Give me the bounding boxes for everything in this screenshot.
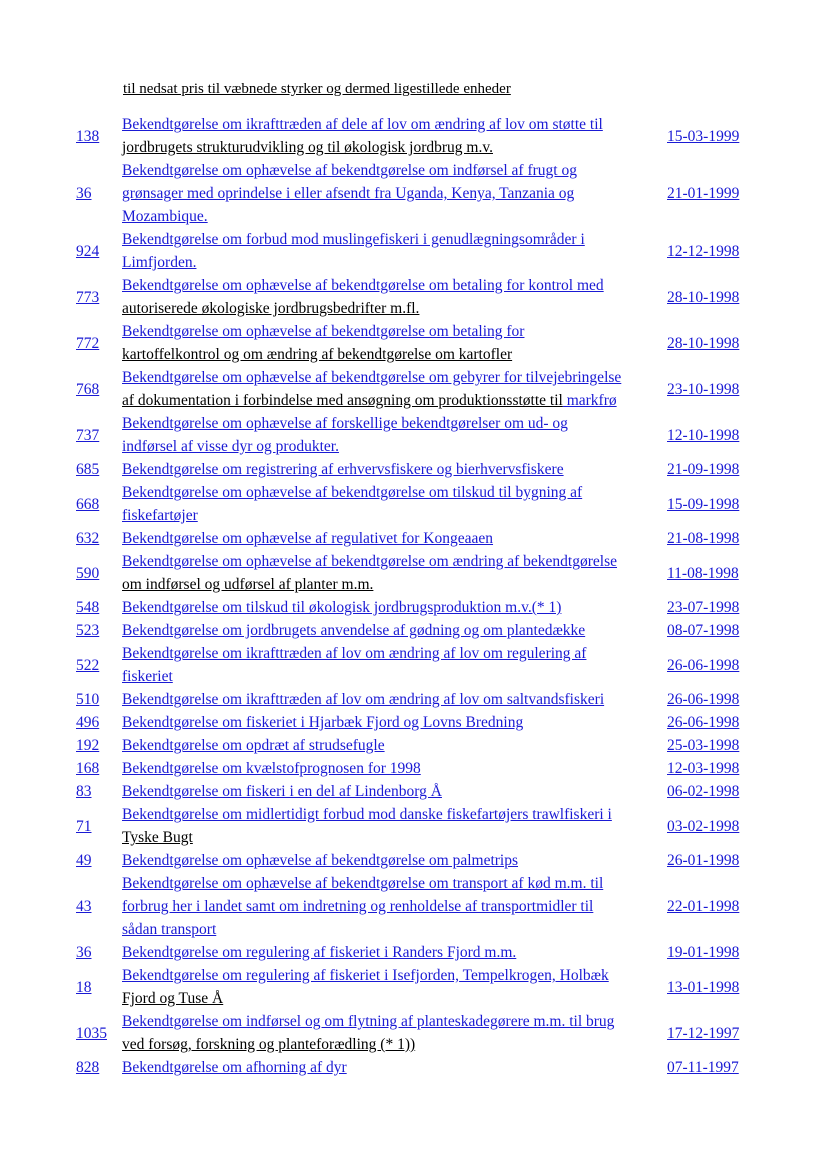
regulation-title-l1[interactable]: Bekendtgørelse om fiskeri i en del af Lindenborg Å bbox=[122, 783, 442, 800]
regulation-number-link[interactable]: 36 bbox=[76, 185, 92, 202]
regulation-title-l2: jordbrugets strukturudvikling og til økologisk jordbrug m.v. bbox=[122, 139, 493, 156]
regulation-date-link[interactable]: 11-08-1998 bbox=[667, 564, 739, 582]
table-row bbox=[76, 113, 749, 159]
regulation-title-l1[interactable]: Bekendtgørelse om tilskud til økologisk jordbrugsproduktion m.v.(* 1) bbox=[122, 599, 562, 616]
regulation-title-l2[interactable]: Limfjorden. bbox=[122, 254, 197, 271]
continuation-text: til nedsat pris til væbnede styrker og dermed ligestillede enheder bbox=[123, 81, 511, 97]
regulation-date-link[interactable]: 26-01-1998 bbox=[667, 852, 740, 869]
table-row bbox=[76, 642, 749, 688]
table-row bbox=[76, 688, 749, 711]
regulation-title-l1[interactable]: Bekendtgørelse om regulering af fiskeriet i Isefjorden, Tempelkrogen, Holbæk bbox=[122, 967, 609, 984]
regulation-date-link[interactable]: 13-01-1998 bbox=[667, 978, 740, 996]
regulation-number-link[interactable]: 737 bbox=[76, 426, 100, 444]
regulation-title-l1[interactable]: Bekendtgørelse om ophævelse af bekendtgørelse om betaling for bbox=[122, 323, 525, 340]
regulation-date-link[interactable]: 22-01-1998 bbox=[667, 898, 740, 915]
regulation-title-l1[interactable]: Bekendtgørelse om ikrafttræden af lov om ændring af lov om regulering af bbox=[122, 645, 587, 662]
table-row bbox=[76, 458, 749, 481]
regulation-date-link[interactable]: 12-12-1998 bbox=[667, 242, 740, 260]
regulation-title-l1[interactable]: Bekendtgørelse om opdræt af strudsefugle bbox=[122, 737, 385, 754]
regulation-date-link[interactable]: 07-11-1997 bbox=[667, 1059, 739, 1076]
regulation-date-link[interactable]: 25-03-1998 bbox=[667, 737, 740, 754]
regulation-title-l2: autoriserede økologiske jordbrugsbedrifter m.fl. bbox=[122, 300, 420, 317]
regulation-title-l1[interactable]: Bekendtgørelse om midlertidigt forbud mod danske fiskefartøjers trawlfiskeri i bbox=[122, 806, 612, 823]
regulation-number-link[interactable]: 632 bbox=[76, 530, 100, 547]
table-row bbox=[76, 619, 749, 642]
regulation-number-link[interactable]: 768 bbox=[76, 380, 100, 398]
regulation-number-link[interactable]: 43 bbox=[76, 898, 92, 915]
regulation-date-link[interactable]: 08-07-1998 bbox=[667, 622, 740, 639]
regulation-date-link[interactable]: 21-08-1998 bbox=[667, 530, 740, 547]
regulation-title-l2[interactable]: fiskefartøjer bbox=[122, 507, 198, 524]
regulation-number-link[interactable]: 36 bbox=[76, 944, 92, 961]
regulation-date-link[interactable]: 12-10-1998 bbox=[667, 426, 740, 444]
regulation-title-l1[interactable]: Bekendtgørelse om ophævelse af bekendtgørelse om indførsel af frugt og bbox=[122, 162, 577, 179]
regulation-title-l1[interactable]: Bekendtgørelse om ophævelse af bekendtgørelse om betaling for kontrol med bbox=[122, 277, 604, 294]
regulation-title-l2: om indførsel og udførsel af planter m.m. bbox=[122, 576, 374, 593]
table-row bbox=[76, 734, 749, 757]
regulation-title-l2: kartoffelkontrol og om ændring af bekendtgørelse om kartofler bbox=[122, 346, 513, 363]
table-row bbox=[76, 550, 749, 596]
regulation-number-link[interactable]: 1035 bbox=[76, 1024, 107, 1042]
regulation-title-l1[interactable]: Bekendtgørelse om kvælstofprognosen for 1998 bbox=[122, 760, 421, 777]
regulation-title-l2: Tyske Bugt bbox=[122, 829, 193, 846]
regulation-date-link[interactable]: 21-09-1998 bbox=[667, 461, 740, 478]
regulation-number-link[interactable]: 83 bbox=[76, 783, 92, 800]
regulation-title-l1[interactable]: Bekendtgørelse om ophævelse af bekendtgørelse om ændring af bekendtgørelse bbox=[122, 553, 618, 570]
table-row bbox=[76, 849, 749, 872]
regulation-number-link[interactable]: 510 bbox=[76, 691, 100, 708]
regulation-title-l1[interactable]: Bekendtgørelse om ophævelse af forskellige bekendtgørelser om ud- og bbox=[122, 415, 568, 432]
regulation-title-l2: ved forsøg, forskning og planteforædling (* 1)) bbox=[122, 1036, 416, 1053]
regulation-number-link[interactable]: 18 bbox=[76, 978, 92, 996]
regulation-date-link[interactable]: 21-01-1999 bbox=[667, 185, 740, 202]
table-row bbox=[76, 320, 749, 366]
table-row bbox=[76, 596, 749, 619]
table-row bbox=[76, 274, 749, 320]
regulation-date-link[interactable]: 23-07-1998 bbox=[667, 599, 740, 616]
table-row bbox=[76, 366, 749, 412]
regulation-title-l1[interactable]: Bekendtgørelse om ophævelse af bekendtgørelse om tilskud til bygning af bbox=[122, 484, 583, 501]
table-row bbox=[76, 481, 749, 527]
regulation-number-link[interactable]: 772 bbox=[76, 334, 100, 352]
regulation-title-l2[interactable]: forbrug her i landet samt om indretning og renholdelse af transportmidler til bbox=[122, 898, 594, 915]
regulation-number-link[interactable]: 590 bbox=[76, 564, 100, 582]
regulation-number-link[interactable]: 138 bbox=[76, 127, 100, 145]
regulation-number-link[interactable]: 168 bbox=[76, 760, 100, 777]
table-row bbox=[76, 1056, 749, 1079]
regulation-title-l2[interactable]: grønsager med oprindelse i eller afsendt fra Uganda, Kenya, Tanzania og bbox=[122, 185, 575, 202]
regulation-date-link[interactable]: 26-06-1998 bbox=[667, 656, 740, 674]
table-row bbox=[76, 757, 749, 780]
regulation-title-l2b[interactable]: markfrø bbox=[562, 392, 617, 409]
regulation-number-link[interactable]: 685 bbox=[76, 461, 100, 478]
regulation-title-l1[interactable]: Bekendtgørelse om jordbrugets anvendelse af gødning og om plantedække bbox=[122, 622, 586, 639]
table-row bbox=[76, 780, 749, 803]
regulations-table bbox=[76, 113, 749, 1079]
regulation-date-link[interactable]: 19-01-1998 bbox=[667, 944, 740, 961]
regulation-title-l1[interactable]: Bekendtgørelse om ikrafttræden af dele af lov om ændring af lov om støtte til bbox=[122, 116, 603, 133]
regulation-title-l1[interactable]: Bekendtgørelse om regulering af fiskeriet i Randers Fjord m.m. bbox=[122, 944, 517, 961]
regulation-date-link[interactable]: 12-03-1998 bbox=[667, 760, 740, 777]
regulation-number-link[interactable]: 496 bbox=[76, 714, 100, 731]
table-row bbox=[76, 941, 749, 964]
regulation-title-l2: af dokumentation i forbindelse med ansøgning om produktionsstøtte til bbox=[122, 392, 563, 409]
regulation-number-link[interactable]: 828 bbox=[76, 1059, 100, 1076]
regulation-title-l1[interactable]: Bekendtgørelse om registrering af erhvervsfiskere og bierhvervsfiskere bbox=[122, 461, 564, 478]
regulation-title-l1[interactable]: Bekendtgørelse om fiskeriet i Hjarbæk Fjord og Lovns Bredning bbox=[122, 714, 524, 731]
regulation-date-link[interactable]: 06-02-1998 bbox=[667, 783, 740, 800]
regulation-date-link[interactable]: 17-12-1997 bbox=[667, 1024, 740, 1042]
regulation-number-link[interactable]: 522 bbox=[76, 656, 100, 674]
regulation-title-l2[interactable]: fiskeriet bbox=[122, 668, 173, 685]
regulation-date-link[interactable]: 15-03-1999 bbox=[667, 127, 740, 145]
regulation-number-link[interactable]: 668 bbox=[76, 495, 100, 513]
regulation-title-l1[interactable]: Bekendtgørelse om ikrafttræden af lov om ændring af lov om saltvandsfiskeri bbox=[122, 691, 605, 708]
table-row bbox=[76, 159, 749, 228]
table-row bbox=[76, 228, 749, 274]
table-row bbox=[76, 803, 749, 849]
regulation-date-link[interactable]: 28-10-1998 bbox=[667, 334, 740, 352]
regulation-number-link[interactable]: 924 bbox=[76, 242, 100, 260]
regulation-title-l1[interactable]: Bekendtgørelse om afhorning af dyr bbox=[122, 1059, 347, 1076]
regulation-title-l3[interactable]: Mozambique. bbox=[122, 208, 208, 225]
table-row bbox=[76, 1010, 749, 1056]
regulation-date-link[interactable]: 03-02-1998 bbox=[667, 817, 740, 835]
regulation-title-l1[interactable]: Bekendtgørelse om ophævelse af bekendtgørelse om gebyrer for tilvejebringelse bbox=[122, 369, 622, 386]
regulation-title-l1[interactable]: Bekendtgørelse om ophævelse af regulativet for Kongeaaen bbox=[122, 530, 494, 547]
table-row bbox=[76, 711, 749, 734]
regulation-date-link[interactable]: 26-06-1998 bbox=[667, 691, 740, 708]
regulation-title-l1[interactable]: Bekendtgørelse om ophævelse af bekendtgørelse om transport af kød m.m. til bbox=[122, 875, 604, 892]
regulation-date-link[interactable]: 28-10-1998 bbox=[667, 288, 740, 306]
regulation-number-link[interactable]: 49 bbox=[76, 852, 92, 869]
regulation-title-l2[interactable]: indførsel af visse dyr og produkter. bbox=[122, 438, 339, 455]
regulation-number-link[interactable]: 773 bbox=[76, 288, 100, 306]
table-row bbox=[76, 964, 749, 1010]
regulation-title-l1[interactable]: Bekendtgørelse om ophævelse af bekendtgørelse om palmetrips bbox=[122, 852, 519, 869]
table-row bbox=[76, 412, 749, 458]
regulation-date-link[interactable]: 26-06-1998 bbox=[667, 714, 740, 731]
regulation-title-l3[interactable]: sådan transport bbox=[122, 921, 217, 938]
regulation-title-l1[interactable]: Bekendtgørelse om forbud mod muslingefiskeri i genudlægningsområder i bbox=[122, 231, 585, 248]
regulation-date-link[interactable]: 15-09-1998 bbox=[667, 495, 740, 513]
regulation-number-link[interactable]: 523 bbox=[76, 622, 100, 639]
regulation-title-l2: Fjord og Tuse Å bbox=[122, 990, 224, 1007]
regulation-number-link[interactable]: 548 bbox=[76, 599, 100, 616]
regulation-number-link[interactable]: 192 bbox=[76, 737, 100, 754]
table-row bbox=[76, 872, 749, 941]
regulation-date-link[interactable]: 23-10-1998 bbox=[667, 380, 740, 398]
regulation-number-link[interactable]: 71 bbox=[76, 817, 92, 835]
table-row bbox=[76, 527, 749, 550]
regulation-title-l1[interactable]: Bekendtgørelse om indførsel og om flytning af planteskadegørere m.m. til brug bbox=[122, 1013, 615, 1030]
